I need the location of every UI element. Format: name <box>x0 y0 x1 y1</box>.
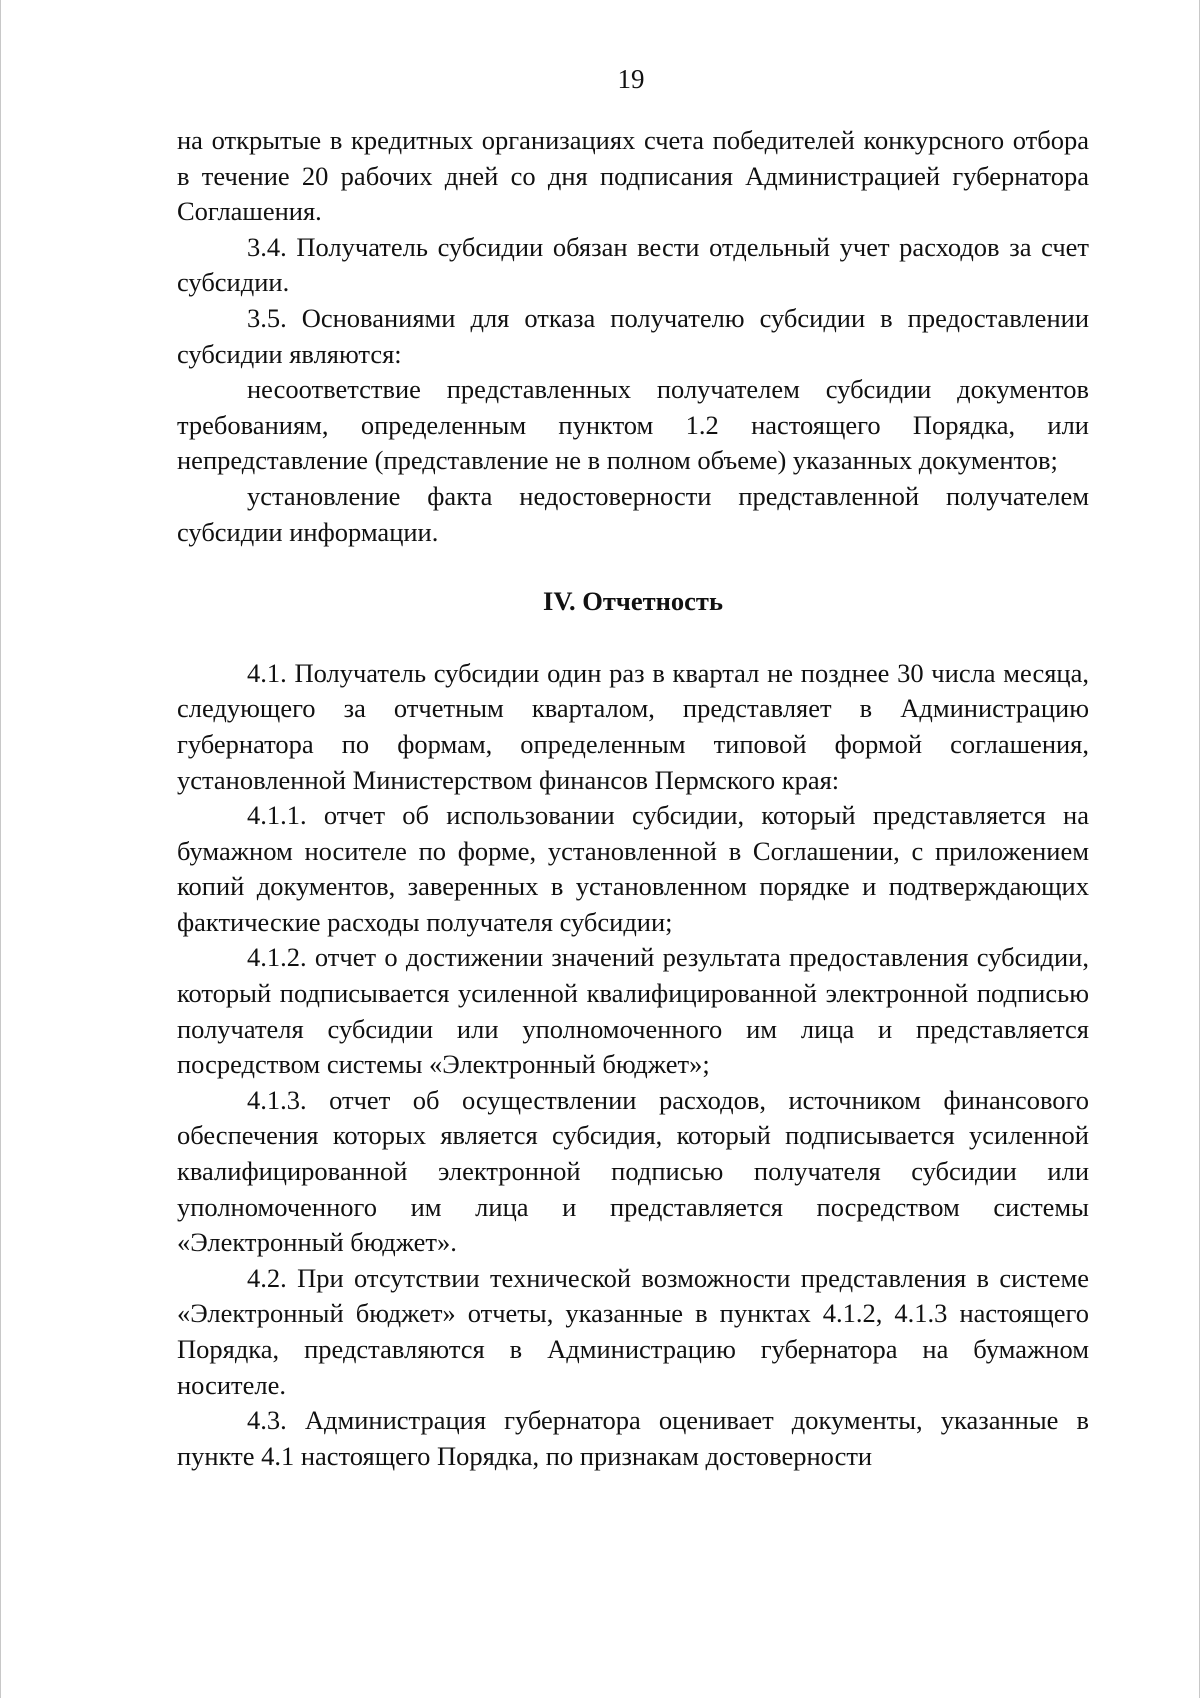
section-heading: IV. Отчетность <box>543 586 723 617</box>
paragraph-4-1-3: 4.1.3. отчет об осуществлении расходов, источником финансового обеспечения которых является субсидия, который подписывается усиленной квалифицированной электронной подписью получателя субсидии или уполномоченного им лица и представляется посредством системы «Электронный бюджет». <box>177 1084 1089 1258</box>
paragraph-3-5: 3.5. Основаниями для отказа получателю субсидии в предоставлении субсидии являются: <box>177 302 1089 369</box>
paragraph-refusal-ground-1: несоответствие представленных получателем субсидии документов требованиям, определенным пунктом 1.2 настоящего Порядка, или непредставление (представление не в полном объеме) указанных документов; <box>177 374 1089 476</box>
page-number: 19 <box>617 64 645 94</box>
paragraph-4-1-2: 4.1.2. отчет о достижении значений результата предоставления субсидии, который подписывается усиленной квалифицированной электронной подписью получателя субсидии или уполномоченного им лица и представляется посредством системы «Электронный бюджет»; <box>177 942 1089 1080</box>
paragraph-4-2: 4.2. При отсутствии технической возможности представления в системе «Электронный бюджет» отчеты, указанные в пунктах 4.1.2, 4.1.3 настоящего Порядка, представляются в Администрацию губернатора на бумажном носителе. <box>177 1262 1089 1400</box>
paragraph-4-3: 4.3. Администрация губернатора оценивает документы, указанные в пункте 4.1 настоящего Порядка, по признакам достоверности <box>177 1405 1089 1471</box>
paragraph-continuation: на открытые в кредитных организациях счета победителей конкурсного отбора в течение 20 рабочих дней со дня подписания Администрацией губернатора Соглашения. <box>177 125 1089 227</box>
paragraph-4-1: 4.1. Получатель субсидии один раз в квартал не позднее 30 числа месяца, следующего за отчетным кварталом, представляет в Администрацию губернатора по формам, определенным типовой формой соглашения, установленной Министерством финансов Пермского края: <box>177 657 1089 795</box>
paragraph-4-1-1: 4.1.1. отчет об использовании субсидии, который представляется на бумажном носителе по форме, установленной в Соглашении, с приложением копий документов, заверенных в установленном порядке и подтверждающих фактические расходы получателя субсидии; <box>177 800 1089 937</box>
document-body <box>177 123 1089 1474</box>
paragraph-3-4: 3.4. Получатель субсидии обязан вести отдельный учет расходов за счет субсидии. <box>177 231 1089 298</box>
paragraph-refusal-ground-2: установление факта недостоверности представленной получателем субсидии информации. <box>177 480 1089 547</box>
